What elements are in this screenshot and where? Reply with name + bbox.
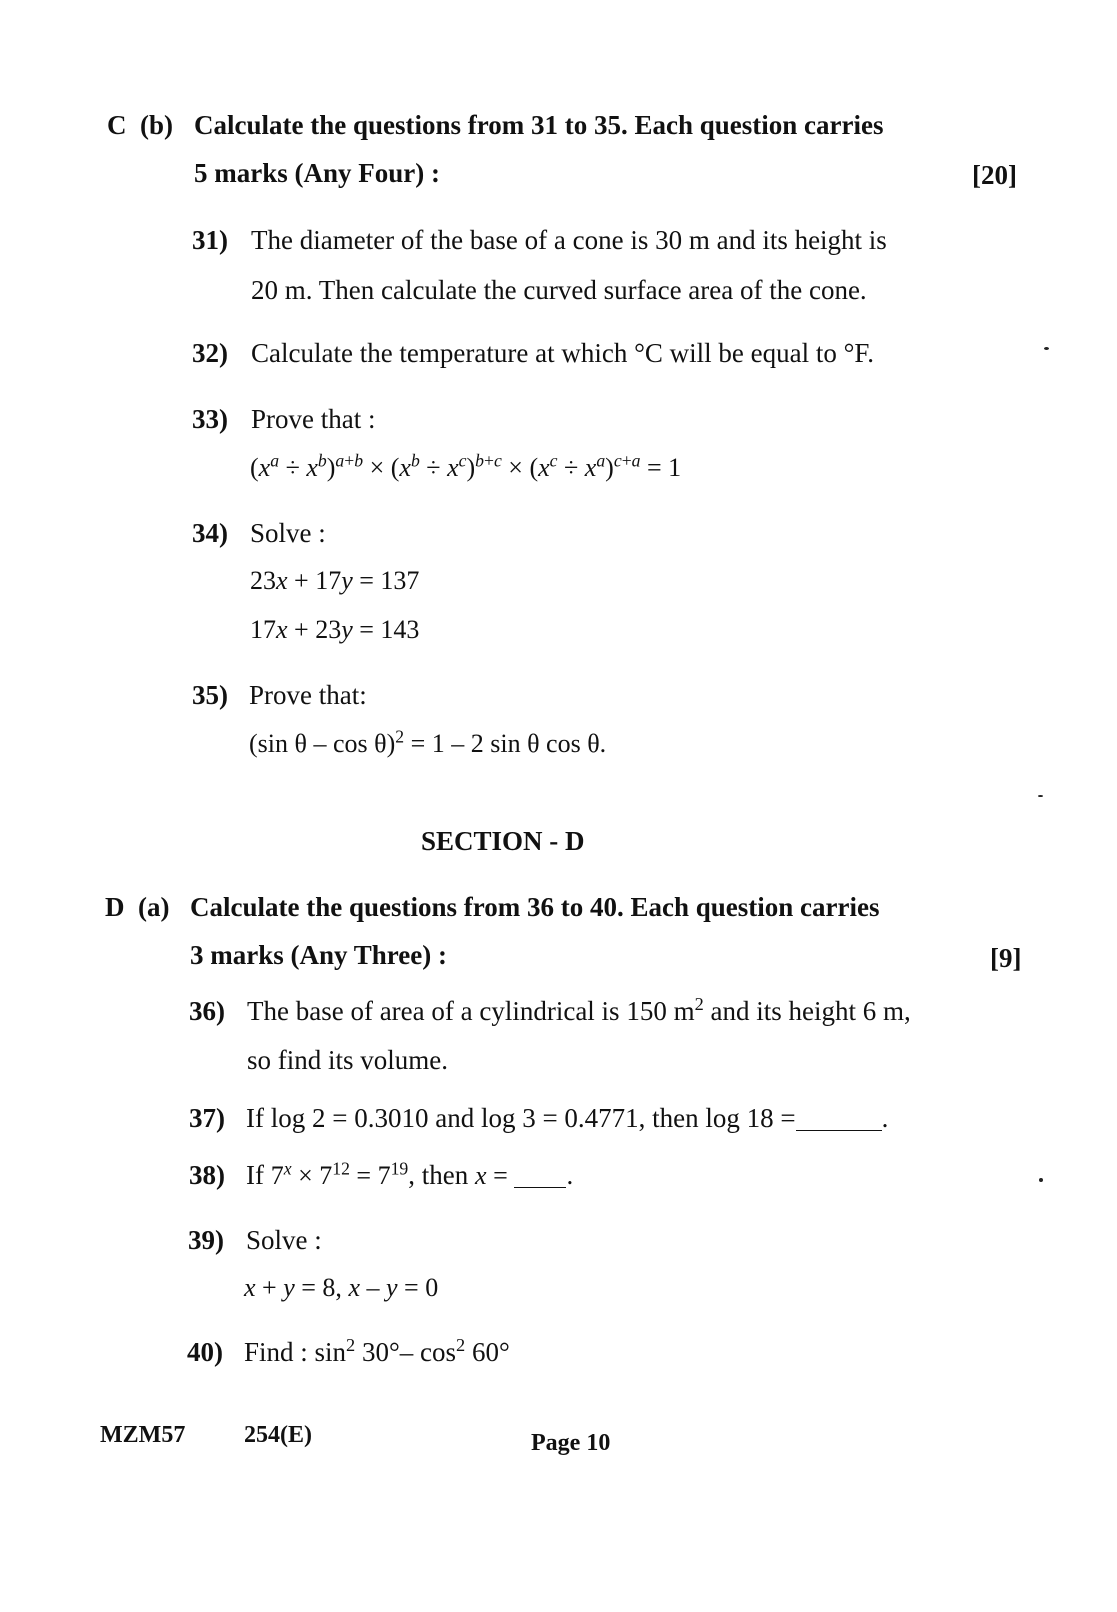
q36-text-line1: The base of area of a cylindrical is 150 $m^2$ and its height 6 m, [247,993,911,1026]
q40-text: Find : $\sin^2 30^\circ-$ $\cos^2 60^\circ$ [244,1334,510,1367]
q37-number: 37) [189,1103,225,1133]
q37-answer-blank [796,1108,882,1131]
q31-text-line1: The diameter of the base of a cone is 30 m and its height is [251,225,887,255]
section-c-instruction-line2: 5 marks (Any Four) : [194,158,440,188]
q35-number: 35) [192,680,228,710]
scan-speck [1039,1178,1043,1182]
q38-answer-blank [514,1165,566,1188]
q33-label: Prove that : [251,404,376,434]
footer-page-number: Page 10 [531,1430,611,1456]
q35-equation: (sin θ – cos θ)$^2$ = 1 – 2 sin θ cos θ. [249,726,607,758]
q39-label: Solve : [246,1225,322,1255]
footer-paper: 254(E) [244,1422,312,1448]
q36-text-line2: so find its volume. [247,1045,448,1075]
q34-number: 34) [192,518,228,548]
q34-equation-2: 17x + 23y = 143 [250,615,420,644]
scan-speck [1038,795,1043,797]
section-d-label: D (a) [105,892,170,922]
q34-equation-1: 23x + 17y = 137 [250,566,420,595]
q32-number: 32) [192,338,228,368]
section-d-instruction-line1: Calculate the questions from 36 to 40. Each question carries [190,892,880,922]
q33-equation: $(x^a \div x^b)^{a+b} \times (x^b \div x^c)^{b+c} \times (x^c \div x^a)^{c+a} = 1$ [250,450,682,482]
q34-label: Solve : [250,518,326,548]
q39-equation: x + y = 8, x – y = 0 [244,1273,439,1302]
q39-number: 39) [188,1225,224,1255]
section-c-instruction-line1: Calculate the questions from 31 to 35. Each question carries [194,110,884,140]
q38-text: If $7^x \times 7^{12} = 7^{19}$, then x = . [246,1158,574,1190]
section-c-label: C (b) [107,110,173,140]
section-d-marks: [9] [990,943,1022,973]
q37-text: If log 2 = 0.3010 and log 3 = 0.4771, then log 18 = . [246,1103,889,1133]
q31-text-line2: 20 m. Then calculate the curved surface area of the cone. [251,275,867,305]
scan-speck [1044,347,1049,350]
fahrenheit-unit: °F [843,338,868,368]
celsius-unit: °C [634,338,663,368]
q36-number: 36) [189,996,225,1026]
section-d-instruction-line2: 3 marks (Any Three) : [190,940,447,970]
q40-number: 40) [187,1337,223,1367]
q33-number: 33) [192,404,228,434]
section-c-marks: [20] [972,160,1017,190]
footer-code: MZM57 [100,1422,186,1448]
section-d-heading: SECTION - D [421,826,585,856]
q35-label: Prove that: [249,680,367,710]
q38-number: 38) [189,1160,225,1190]
q31-number: 31) [192,225,228,255]
q32-text: Calculate the temperature at which °C will be equal to °F. [251,338,875,368]
